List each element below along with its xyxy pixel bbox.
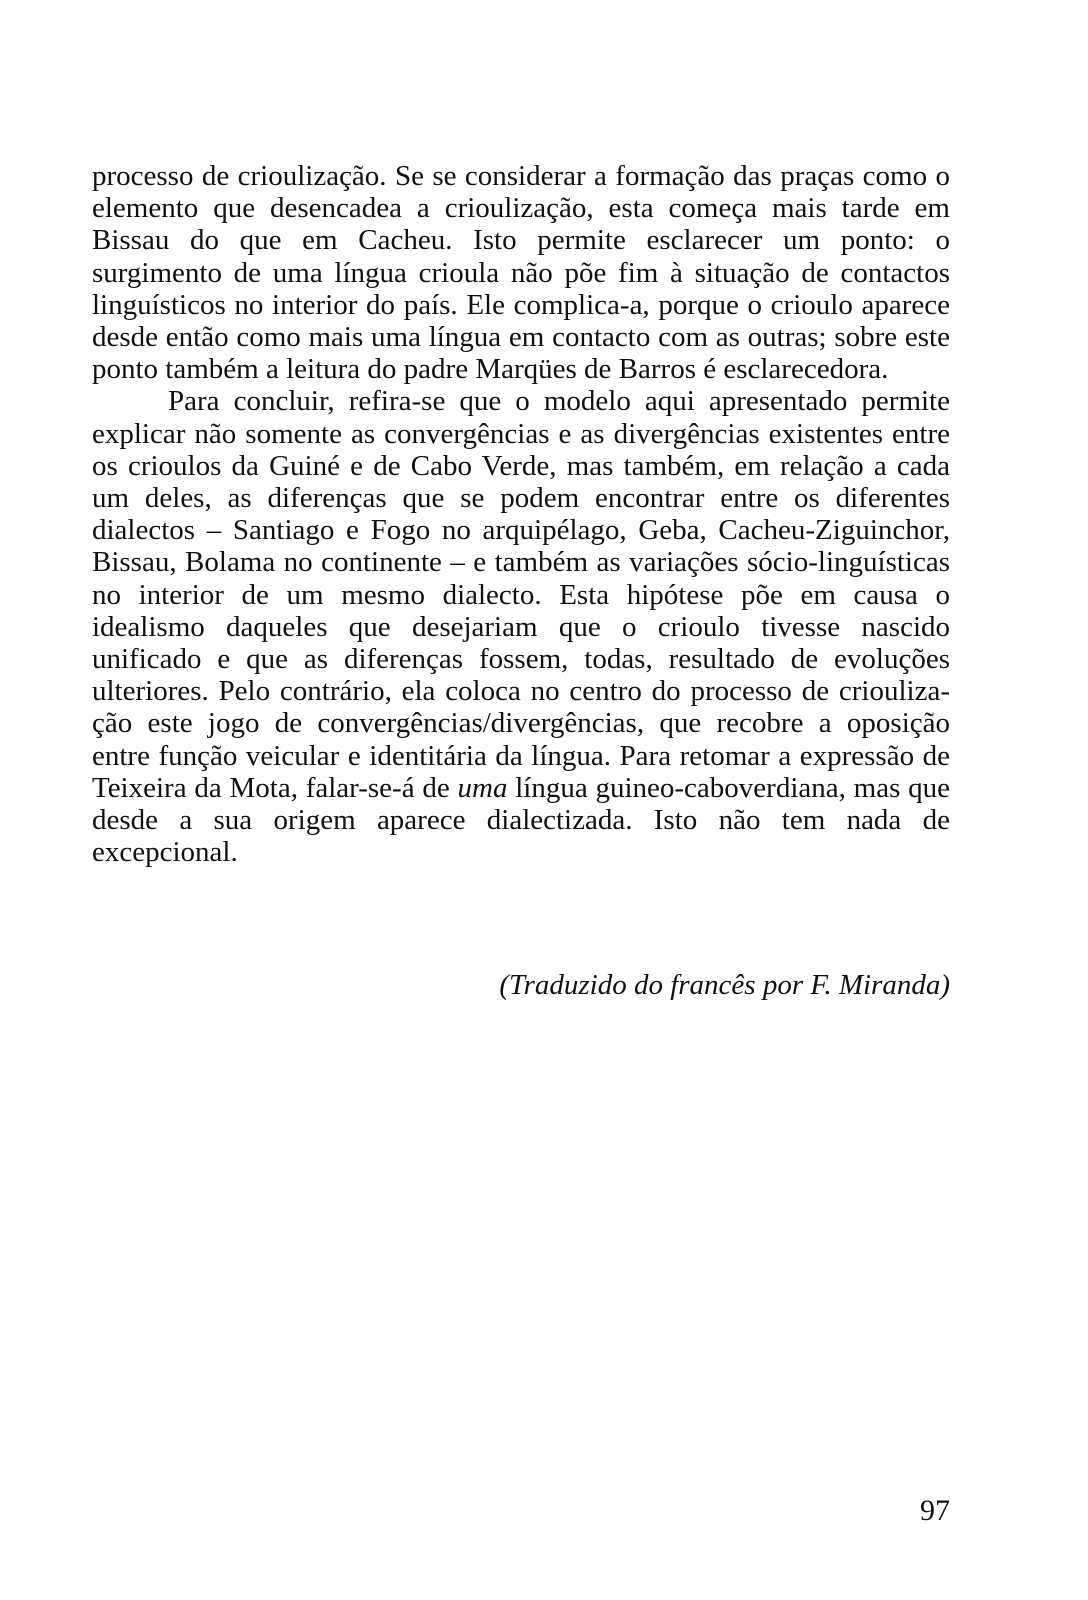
emphasis-uma: uma <box>457 771 508 804</box>
paragraph-2-end: língua guineo-caboverdiana, mas que desde a sua origem aparece dialectizada. Isto não tem nada de excepcional. <box>92 771 950 869</box>
paragraph-2-start: Para concluir, refira-se que o modelo aqui apresentado permite explicar não somente as convergências e as divergências existentes entre os crioulos da Guiné e de Cabo Verde, mas também, em relação a cada um deles, as diferenças que se podem encontrar entre os diferentes dialectos – Santiago e Fogo no arquipélago, Geba, Cacheu-Ziguinchor, Bissau, Bolama no continente – e também as variações sócio-linguísticas no interior de um mesmo dialecto. Esta hipótese põe em causa o idealismo daqueles que desejariam que o crioulo tivesse nascido unificado e que as diferenças fossem, todas, resultado de evoluções ulteriores. Pelo contrário, ela coloca no centro do processo de crioulização este jogo de convergências/divergências, que recobre a oposição entre função veicular e identitária da língua. Para retomar a expressão de Teixeira da Mota, falar-se-á de <box>92 385 950 804</box>
paragraph-1: processo de crioulização. Se se considerar a formação das praças como o elemento que desencadea a crioulização, esta começa mais tarde em Bissau do que em Cacheu. Isto permite esclarecer um ponto: o surgimento de uma língua crioula não põe fim à situação de contactos linguísticos no interior do país. Ele complica-a, porque o crioulo aparece desde então como mais uma língua em contacto com as outras; sobre este ponto também a leitura do padre Marqües de Barros é esclarecedora. <box>92 160 950 386</box>
translator-credit: (Traduzido do francês por F. Miranda) <box>499 969 950 1001</box>
page-number: 97 <box>920 1494 950 1527</box>
paragraph-2 <box>92 385 950 868</box>
body-text <box>92 160 950 868</box>
